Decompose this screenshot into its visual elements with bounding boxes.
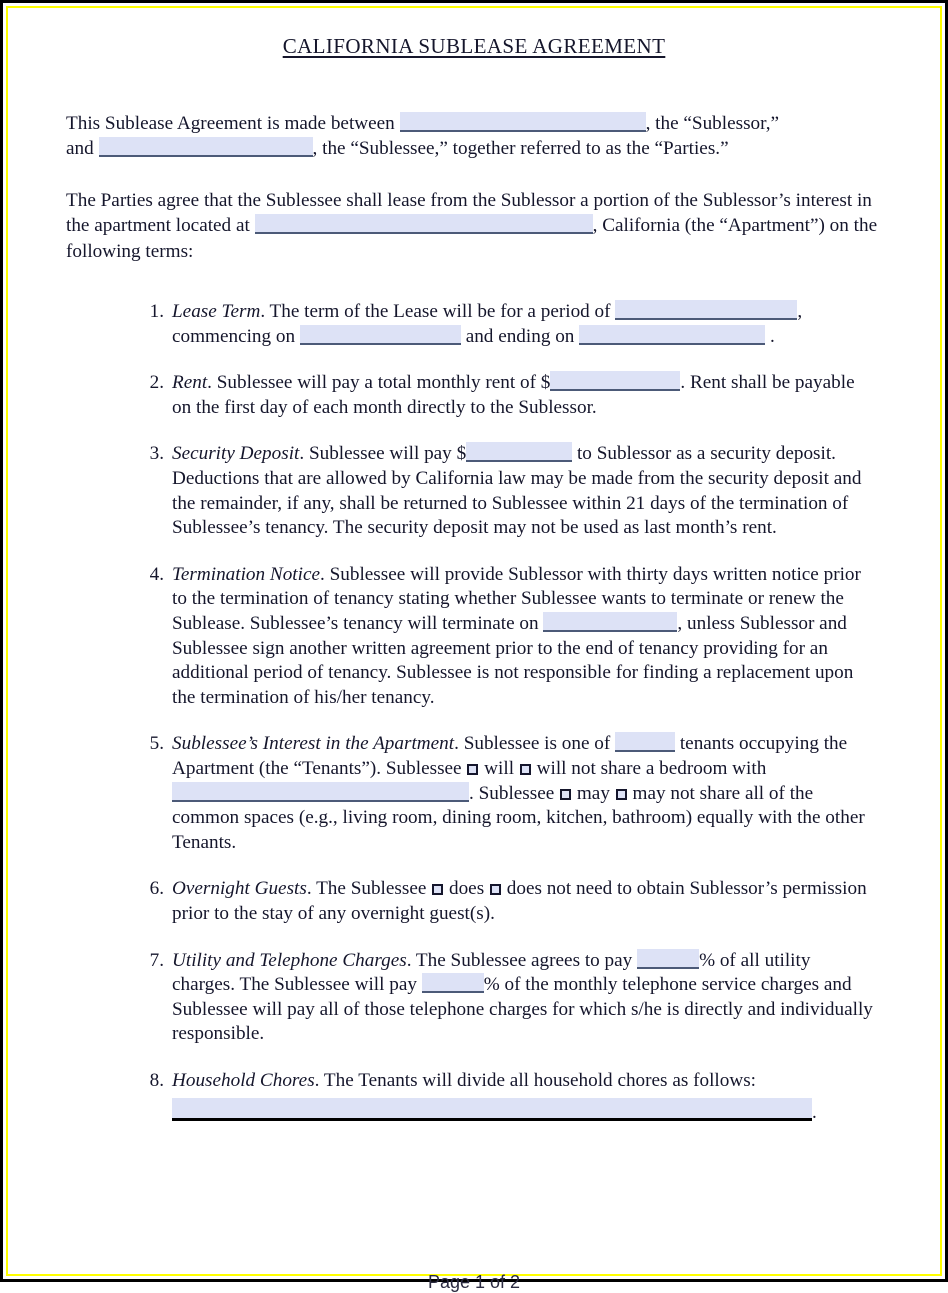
- sublessor-name-field[interactable]: [400, 112, 646, 132]
- parties-agree-text-part1: The Parties agree that the Sublessee shall lease from the Sublessor a portion of the Sublessor’s interest in the apartment located at: [66, 189, 872, 237]
- utility-text-1: . The Sublessee agrees to pay: [406, 949, 633, 971]
- intro-text-before-sublessor: This Sublease Agreement is made between: [66, 113, 395, 134]
- term-number: 4.: [149, 563, 164, 585]
- term-number: 2.: [149, 372, 164, 394]
- checkbox-may-not-share-common[interactable]: [616, 789, 627, 800]
- bedroom-shared-with-field[interactable]: [172, 782, 469, 802]
- document-page: [8, 8, 940, 1292]
- sublessee-name-field[interactable]: [99, 137, 313, 157]
- termination-text-1: . Sublessee will provide Sublessor with thirty days written notice prior to the termination of tenancy stating whether Sublessee wants to terminate or renew the Sublease. Sublessee’s tenancy will terminate on: [172, 563, 861, 634]
- term-title: Overnight Guests: [172, 878, 307, 900]
- term-item-rent: [142, 371, 878, 420]
- number-of-tenants-field[interactable]: [615, 732, 675, 752]
- term-item-sublessee-interest: [142, 732, 878, 855]
- term-item-overnight-guests: [142, 877, 878, 926]
- lease-term-text-2: , commencing on: [172, 301, 803, 347]
- interest-text-2: tenants occupying the Apartment (the “Tenants”). Sublessee: [172, 733, 848, 779]
- term-title: Sublessee’s Interest in the Apartment: [172, 733, 455, 755]
- utility-text-2: % of all utility charges. The Sublessee will pay: [172, 949, 811, 996]
- chores-text-2: .: [812, 1102, 817, 1124]
- intro-text-before-sublessee: and: [66, 138, 94, 160]
- checkbox-will-share-bedroom[interactable]: [467, 764, 478, 775]
- monthly-rent-field[interactable]: [550, 371, 680, 391]
- security-deposit-field[interactable]: [466, 442, 572, 462]
- interest-text-5: . Sublessee: [469, 782, 555, 804]
- term-number: 1.: [149, 301, 164, 323]
- interest-text-6: may: [576, 782, 610, 804]
- rent-text-1: . Sublessee will pay a total monthly rent of $: [207, 372, 551, 394]
- term-title: Security Deposit: [172, 443, 300, 465]
- paragraph-intro: [66, 111, 882, 162]
- lease-period-field[interactable]: [615, 300, 797, 320]
- term-number: 8.: [149, 1069, 164, 1091]
- ending-date-field[interactable]: [579, 325, 765, 345]
- guests-text-1: . The Sublessee: [306, 878, 427, 900]
- guests-text-2: does: [448, 878, 485, 900]
- paragraph-parties-agree: [66, 188, 882, 264]
- interest-text-4: will not share a bedroom with: [536, 757, 767, 779]
- security-deposit-text-2: to Sublessor as a security deposit. Deductions that are allowed by California law may be made from the security deposit and the remainder, if any, shall be returned to Sublessee within 21 days of the termination of Sublessee’s tenancy. The security deposit may not be used as last month’s rent.: [172, 443, 862, 539]
- term-title: Utility and Telephone Charges: [172, 949, 407, 971]
- term-number: 5.: [149, 733, 164, 755]
- term-number: 3.: [149, 443, 164, 465]
- lease-term-text-4: .: [770, 325, 775, 347]
- term-item-lease-term: [142, 300, 878, 349]
- telephone-percent-field[interactable]: [422, 973, 484, 993]
- term-number: 7.: [149, 949, 164, 971]
- term-title: Rent: [172, 372, 208, 394]
- intro-text-after-sublessor: , the “Sublessor,”: [645, 113, 780, 134]
- utility-percent-field[interactable]: [637, 949, 699, 969]
- page-title: CALIFORNIA SUBLEASE AGREEMENT: [282, 34, 666, 58]
- commencing-date-field[interactable]: [300, 325, 461, 345]
- household-chores-field[interactable]: [172, 1098, 812, 1121]
- term-item-termination-notice: [142, 563, 878, 711]
- interest-text-1: . Sublessee is one of: [454, 733, 611, 755]
- utility-text-3: % of the monthly telephone service charges and Sublessee will pay all of those telephone charges for which s/he is directly and individually responsible.: [172, 974, 873, 1045]
- parties-agree-text-part2: , California (the “Apartment”) on the following terms:: [66, 215, 878, 262]
- rent-text-2: . Rent shall be payable on the first day of each month directly to the Sublessor.: [172, 372, 855, 418]
- document-body: [8, 34, 940, 1292]
- termination-date-field[interactable]: [543, 612, 677, 632]
- term-title: Lease Term: [172, 301, 261, 323]
- security-deposit-text-1: . Sublessee will pay $: [299, 443, 467, 465]
- term-item-household-chores: [142, 1069, 878, 1126]
- term-item-utility-telephone: [142, 949, 878, 1047]
- lease-term-text-1: . The term of the Lease will be for a period of: [260, 301, 611, 323]
- checkbox-guests-does-need[interactable]: [432, 884, 443, 895]
- lease-term-text-3: and ending on: [465, 325, 575, 347]
- term-title: Termination Notice: [172, 563, 320, 585]
- term-item-security-deposit: [142, 442, 878, 540]
- checkbox-may-share-common[interactable]: [560, 789, 571, 800]
- intro-text-after-sublessee: , the “Sublessee,” together referred to as the “Parties.”: [312, 138, 729, 160]
- checkbox-guests-does-not-need[interactable]: [490, 884, 501, 895]
- page-footer: Page 1 of 2: [427, 1272, 521, 1292]
- checkbox-will-not-share-bedroom[interactable]: [520, 764, 531, 775]
- interest-text-7: may not share all of the common spaces (e.g., living room, dining room, kitchen, bathroom) equally with the other Tenants.: [172, 782, 865, 853]
- interest-text-3: will: [484, 757, 515, 779]
- term-title: Household Chores: [172, 1069, 315, 1091]
- apartment-address-field[interactable]: [255, 214, 593, 234]
- term-number: 6.: [149, 878, 164, 900]
- chores-text-1: . The Tenants will divide all household chores as follows:: [314, 1069, 756, 1091]
- terms-list: [8, 300, 940, 1126]
- chores-field-line: [172, 1098, 878, 1126]
- guests-text-3: does not need to obtain Sublessor’s permission prior to the stay of any overnight guest(s).: [172, 878, 867, 924]
- termination-text-2: , unless Sublessor and Sublessee sign another written agreement prior to the end of tenancy providing for an additional period of tenancy. Sublessee is not responsible for finding a replacement upon the termination of his/her tenancy.: [172, 612, 854, 708]
